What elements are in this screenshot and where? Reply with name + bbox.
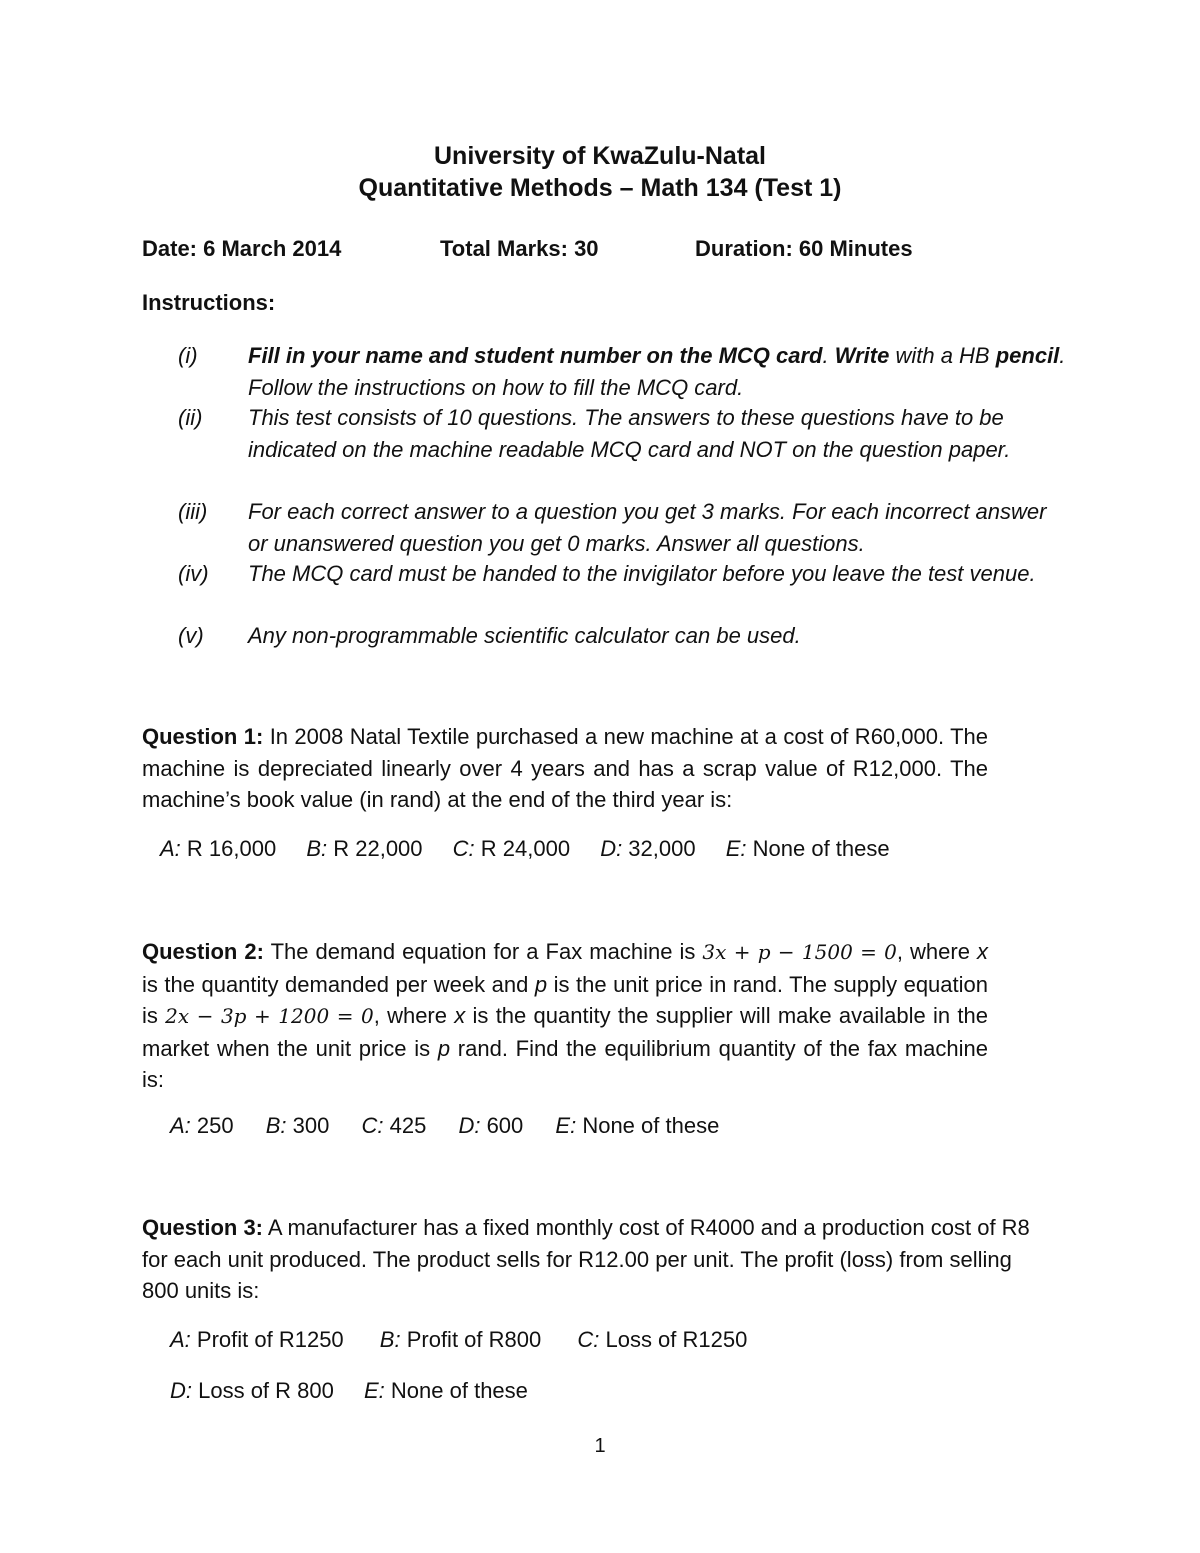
question-label: Question 2:	[142, 939, 264, 964]
option-letter: D:	[170, 1378, 192, 1403]
option-letter: E:	[555, 1113, 577, 1138]
question-3-options	[170, 1378, 552, 1404]
option-text: Profit of R1250	[190, 1327, 344, 1352]
page-number: 1	[594, 1435, 606, 1457]
option-letter: D:	[600, 836, 623, 861]
question-text: The demand equation for a Fax machine is	[263, 939, 703, 964]
instructions-heading: Instructions:	[142, 290, 276, 315]
instruction-separator: .	[822, 343, 835, 368]
option-text: 425	[383, 1113, 427, 1138]
answer-option	[555, 1113, 719, 1139]
question-3-options	[170, 1327, 777, 1353]
variable: x	[454, 1003, 466, 1028]
answer-option	[266, 1113, 330, 1139]
answer-option	[170, 1113, 234, 1139]
answer-option	[726, 836, 890, 862]
instruction-text: Any non-programmable scientific calculator can be used.	[248, 623, 801, 648]
question-text: , where	[896, 939, 977, 964]
instruction-text	[248, 340, 1068, 403]
answer-option	[170, 1378, 334, 1404]
answer-option	[458, 1113, 523, 1139]
instruction-number: (v)	[178, 623, 204, 648]
option-letter: C:	[361, 1113, 384, 1138]
variable: p	[534, 971, 548, 997]
option-letter: B:	[265, 1113, 287, 1138]
answer-option	[160, 836, 276, 862]
option-text: Loss of R 800	[192, 1378, 334, 1403]
option-text: None of these	[384, 1378, 528, 1403]
option-text: 250	[190, 1113, 234, 1138]
question-1-options	[160, 836, 914, 862]
demand-equation: 3x + p − 1500 = 0	[702, 940, 897, 964]
answer-option	[380, 1327, 541, 1353]
option-letter: C:	[577, 1327, 600, 1352]
question-text: In 2008 Natal Textile purchased a new machine at a cost of R60,000. The machine is depreciated linearly over 4 years and has a scrap value of R12,000. The machine’s book value (in rand) at the end of the third year is:	[142, 724, 988, 812]
answer-option	[364, 1378, 528, 1404]
answer-option	[577, 1327, 747, 1353]
university-title: University of KwaZulu-Natal	[434, 142, 766, 170]
option-text: R 22,000	[327, 836, 423, 861]
option-text: Loss of R1250	[599, 1327, 748, 1352]
instruction-fragment: with a HB	[889, 343, 996, 368]
question-text: is the quantity demanded per week and	[142, 971, 535, 997]
instruction-text: For each correct answer to a question you get 3 marks. For each incorrect answer or unanswered question you get 0 marks. Answer all questions.	[248, 499, 1047, 556]
question-1	[142, 721, 988, 816]
instruction-number: (i)	[178, 343, 198, 368]
question-text: , where	[373, 1003, 455, 1028]
option-letter: B:	[306, 836, 328, 861]
option-letter: B:	[379, 1327, 401, 1352]
answer-option	[600, 836, 695, 862]
option-text: 32,000	[622, 836, 696, 861]
question-text: A manufacturer has a fixed monthly cost of R4000 and a production cost of R8 for each unit produced. The product sells for R12.00 per unit. The profit (loss) from selling 800 units is:	[142, 1215, 1030, 1303]
total-marks: Total Marks: 30	[440, 236, 599, 261]
question-3	[142, 1212, 1042, 1307]
test-duration: Duration: 60 Minutes	[695, 236, 913, 261]
instruction-fragment: . Follow the instructions on how to fill the MCQ card.	[248, 343, 1066, 400]
question-text: is the quantity the supplier will make available in the market when the unit price is	[142, 1003, 989, 1061]
option-letter: A:	[160, 836, 181, 861]
option-text: None of these	[746, 836, 890, 861]
option-text: Profit of R800	[400, 1327, 542, 1352]
instruction-number: (ii)	[178, 405, 203, 430]
instruction-emphasis: Fill in your name and student number on the MCQ card	[248, 343, 823, 368]
answer-option	[362, 1113, 427, 1139]
question-text: rand. Find the equilibrium quantity of the fax machine is:	[142, 1035, 988, 1092]
question-label: Question 3:	[142, 1215, 264, 1240]
instruction-emphasis: pencil	[995, 343, 1060, 368]
answer-option	[170, 1327, 344, 1353]
question-label: Question 1:	[142, 724, 264, 749]
instruction-emphasis: Write	[834, 343, 890, 368]
question-2	[142, 936, 988, 1096]
instruction-text: The MCQ card must be handed to the invigilator before you leave the test venue.	[248, 561, 1036, 586]
variable: x	[977, 939, 988, 964]
option-letter: C:	[452, 836, 475, 861]
answer-option	[306, 836, 422, 862]
instruction-number: (iii)	[178, 499, 208, 524]
question-2-options	[170, 1113, 745, 1139]
answer-option	[453, 836, 570, 862]
instruction-text: This test consists of 10 questions. The answers to these questions have to be indicated on the machine readable MCQ card and NOT on the question paper.	[248, 405, 1011, 462]
option-letter: E:	[364, 1378, 385, 1403]
variable: p	[437, 1035, 451, 1061]
option-text: 600	[480, 1113, 524, 1138]
option-letter: A:	[170, 1327, 191, 1352]
option-letter: E:	[725, 836, 747, 861]
option-letter: D:	[458, 1113, 481, 1138]
option-text: None of these	[576, 1113, 720, 1138]
option-letter: A:	[170, 1113, 191, 1138]
test-date: Date: 6 March 2014	[142, 236, 342, 261]
instruction-number: (iv)	[178, 561, 209, 586]
option-text: R 16,000	[180, 836, 277, 861]
option-text: 300	[286, 1113, 330, 1138]
question-text: is the unit price in rand. The supply equation is	[142, 971, 989, 1028]
course-title: Quantitative Methods – Math 134 (Test 1)	[358, 174, 842, 202]
supply-equation: 2x − 3p + 1200 = 0	[165, 1004, 374, 1028]
option-text: R 24,000	[474, 836, 571, 861]
